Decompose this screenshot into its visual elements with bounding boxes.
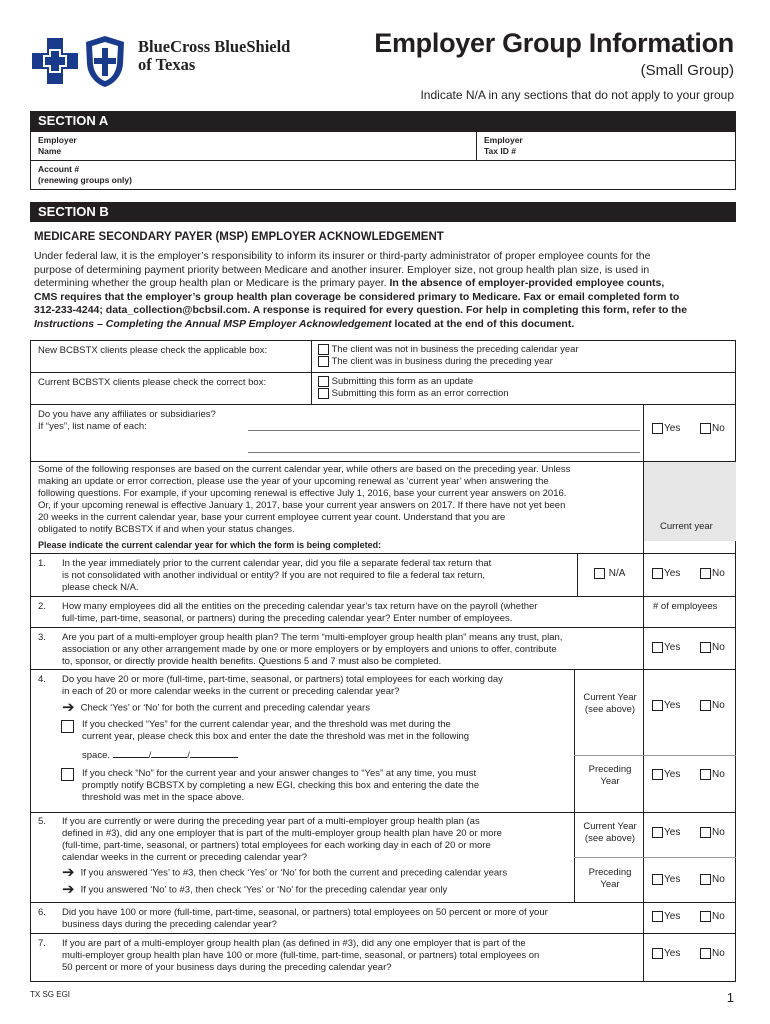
new-clients-options <box>318 344 579 368</box>
label-line: (see above) <box>584 833 636 844</box>
q2-line: How many employees did all the entities on the preceding calendar year’s tax return have on the payroll (whether <box>62 601 538 612</box>
col-line <box>577 553 578 596</box>
question-line: Do you have any affiliates or subsidiaries? <box>38 409 216 420</box>
option-label: The client was not in business the preceding calendar year <box>331 344 579 356</box>
q6-line: Did you have 100 or more (full-time, part-time, seasonal, or partners) total employees on 50 percent or more of your <box>62 907 548 918</box>
yes-label: Yes <box>664 642 681 654</box>
indicate-year-text: Please indicate the current calendar year for which the form is being completed: <box>38 540 382 550</box>
instruction-text: Indicate N/A in any sections that do not apply to your group <box>420 88 734 102</box>
col-line <box>311 340 312 404</box>
row-line <box>30 902 736 903</box>
label-line: Current Year <box>583 692 637 703</box>
instructions-reference: Instructions – Completing the Annual MSP Employer Acknowledgement <box>34 317 392 330</box>
yes-label: Yes <box>664 827 681 839</box>
checkbox[interactable] <box>318 356 329 367</box>
checkbox[interactable] <box>318 344 329 355</box>
q1-line: is not consolidated with another individual or entity? If you are not required to file a federal tax return, <box>62 570 485 581</box>
note-line: obligated to notify BCBSTX if and when your status changes. <box>38 524 295 535</box>
no-label: No <box>712 642 725 654</box>
q4-arrow-instruction <box>62 699 370 716</box>
current-option-error-correction[interactable] <box>318 388 509 400</box>
checkbox[interactable] <box>652 827 663 838</box>
row-line <box>574 857 736 858</box>
date-day[interactable] <box>151 757 187 758</box>
row-line <box>30 933 736 934</box>
note-line: Or, if your upcoming renewal is effective January 1, 2017, base your current year answers on 2017. If there have not yet been <box>38 500 566 511</box>
q5-preceding-yes[interactable] <box>652 874 680 886</box>
checkbox[interactable] <box>318 376 329 387</box>
section-a-heading: SECTION A <box>30 111 736 131</box>
q2-line: full-time, part-time, seasonal, or partners) during the preceding calendar year? Enter number of employees. <box>62 613 513 624</box>
checkbox[interactable] <box>700 769 711 780</box>
employer-name-label-2: Name <box>38 146 62 156</box>
q4-current-no[interactable] <box>700 700 725 712</box>
q1-text <box>62 558 491 594</box>
checkbox[interactable] <box>700 423 711 434</box>
q7-yes[interactable] <box>652 948 680 960</box>
arrow-right-icon: ➔ <box>62 699 75 716</box>
page-title: Employer Group Information <box>374 28 734 58</box>
num-employees-field[interactable]: # of employees <box>653 601 718 612</box>
checkbox[interactable] <box>652 948 663 959</box>
current-year-label: Current year <box>660 521 713 532</box>
row-line <box>30 404 736 405</box>
no-label: No <box>712 827 725 839</box>
checkbox[interactable] <box>700 948 711 959</box>
yes-label: Yes <box>664 911 681 923</box>
q4-py-line: promptly notify BCBSTX by completing a new EGI, checking this box and entering the date the <box>82 780 480 791</box>
space-label: space. <box>82 750 110 761</box>
q1-no[interactable] <box>700 568 725 580</box>
employer-name-field[interactable] <box>38 135 77 157</box>
arrow-right-icon: ➔ <box>62 864 75 881</box>
brand-logo <box>30 26 330 92</box>
q7-number: 7. <box>38 938 46 949</box>
row-line <box>30 627 736 628</box>
current-option-update[interactable] <box>318 376 509 388</box>
divider <box>476 131 477 161</box>
q5-current-yes[interactable] <box>652 827 680 839</box>
no-label: No <box>712 423 725 435</box>
q5-arrow-instruction-1 <box>62 864 508 881</box>
yes-label: Yes <box>664 948 681 960</box>
note-line: following questions. For example, if your upcoming renewal is effective July 1, 2016, base your current year answers on 2016. <box>38 488 567 499</box>
intro-bold: located at the end of this document. <box>391 317 575 330</box>
q5-arrow-instruction-2 <box>62 881 448 898</box>
q4-current-yes[interactable] <box>652 700 680 712</box>
account-field[interactable] <box>38 164 132 186</box>
q5-preceding-no[interactable] <box>700 874 725 886</box>
q7-no[interactable] <box>700 948 725 960</box>
employer-name-label-1: Employer <box>38 135 77 145</box>
q4-preceding-threshold-checkbox[interactable] <box>61 766 74 784</box>
q1-na[interactable] <box>594 568 625 580</box>
q4-cy-line: current year, please check this box and enter the date the threshold was met in the following <box>82 731 470 742</box>
yes-label: Yes <box>664 769 681 781</box>
label-line: Year <box>600 776 620 787</box>
no-label: No <box>712 948 725 960</box>
brand-name-line-1: BlueCross BlueShield <box>138 37 291 56</box>
row-line <box>30 596 736 597</box>
q3-line: to, sponsor, or directly provide health benefits. Questions 5 and 7 must also be completed. <box>62 656 442 667</box>
checkbox[interactable] <box>594 568 605 579</box>
q4-date-field[interactable]: space. / / <box>82 750 238 762</box>
intro-line <box>34 318 738 332</box>
date-year[interactable] <box>190 757 238 758</box>
blueshield-icon <box>84 34 126 88</box>
q7-line: If you are part of a multi-employer group health plan (as defined in #3), did any one employer that is part of the <box>62 938 526 949</box>
q5-line: calendar weeks in the current or preceding calendar year? <box>62 852 308 863</box>
checkbox[interactable] <box>652 642 663 653</box>
tax-id-label-1: Employer <box>484 135 523 145</box>
q5-current-no[interactable] <box>700 827 725 839</box>
q6-text <box>62 907 548 931</box>
q4-py-line: threshold was met in the space above. <box>82 792 245 803</box>
q3-line: association or any other arrangement made by one or more employers or by employers and unions to offer, contribute <box>62 644 557 655</box>
checkbox[interactable] <box>652 700 663 711</box>
account-label-2: (renewing groups only) <box>38 175 132 185</box>
intro-text: determining whether the group health plan or Medicare is the primary payer. <box>34 277 390 289</box>
q3-yes[interactable] <box>652 642 680 654</box>
na-label: N/A <box>608 568 626 580</box>
note-line: Some of the following responses are based on the current calendar year, while others are based on the preceding year. Unless <box>38 464 571 475</box>
arrow-right-icon: ➔ <box>62 881 75 898</box>
label-line: Current Year <box>583 821 637 832</box>
q4-current-threshold-checkbox[interactable] <box>61 718 74 736</box>
affiliates-input-line-1[interactable] <box>248 430 640 431</box>
q4-preceding-year-label <box>576 764 644 788</box>
tax-id-label-2: Tax ID # <box>484 146 516 156</box>
account-label-1: Account # <box>38 164 80 174</box>
yes-label: Yes <box>664 874 681 886</box>
no-label: No <box>712 568 725 580</box>
q6-line: business days during the preceding calendar year? <box>62 919 277 930</box>
checkbox[interactable] <box>700 700 711 711</box>
affiliates-input-line-2[interactable] <box>248 452 640 453</box>
intro-line <box>34 277 738 291</box>
new-option-not-in-business[interactable] <box>318 344 579 356</box>
q4-preceding-threshold-text <box>82 768 479 804</box>
q4-line: Do you have 20 or more (full-time, part-time, seasonal, or partners) total employees for each working day <box>62 674 503 685</box>
new-clients-label: New BCBSTX clients please check the applicable box: <box>38 345 268 356</box>
q4-text <box>62 674 503 698</box>
q7-line: multi-employer group health plan have 100 or more (full-time, part-time, seasonal, or partners) total employees on <box>62 950 540 961</box>
option-label: The client was in business during the preceding year <box>331 356 553 368</box>
checkbox[interactable] <box>61 720 74 733</box>
row-line <box>30 669 736 670</box>
no-label: No <box>712 911 725 923</box>
checkbox[interactable] <box>652 874 663 885</box>
label-line: Year <box>600 879 620 890</box>
label-line: (see above) <box>584 704 636 715</box>
yes-label: Yes <box>664 568 681 580</box>
checkbox[interactable] <box>700 568 711 579</box>
q1-number: 1. <box>38 558 46 569</box>
q4-number: 4. <box>38 674 46 685</box>
brand-name-line-2: of Texas <box>138 55 196 74</box>
affiliates-no[interactable] <box>700 423 725 435</box>
section-b-heading: SECTION B <box>30 202 736 222</box>
q4-cy-line: If you checked “Yes” for the current calendar year, and the threshold was met during the <box>82 719 451 730</box>
q4-preceding-yes[interactable] <box>652 769 680 781</box>
year-note <box>38 464 642 536</box>
q4-current-year-label <box>576 692 644 716</box>
checkbox[interactable] <box>652 769 663 780</box>
date-month[interactable] <box>113 757 149 758</box>
checkbox[interactable] <box>700 874 711 885</box>
q5-line: If you are currently or were during the preceding year part of a multi-employer group health plan (as <box>62 816 480 827</box>
current-clients-options <box>318 376 509 400</box>
q4-preceding-no[interactable] <box>700 769 725 781</box>
q4-py-line: If you check “No” for the current year and your answer changes to “Yes” at any time, you must <box>82 768 477 779</box>
no-label: No <box>712 769 725 781</box>
q1-line: In the year immediately prior to the current calendar year, did you file a separate federal tax return that <box>62 558 492 569</box>
tax-id-field[interactable] <box>484 135 523 157</box>
intro-line: Under federal law, it is the employer’s responsibility to inform its insurer or third-party administrator of proper employee counts for the <box>34 250 651 262</box>
q3-text <box>62 632 562 668</box>
q3-number: 3. <box>38 632 46 643</box>
question-line: If “yes”, list name of each: <box>38 421 147 432</box>
q5-line: defined in #3), did any one employer that is part of the multi-employer group health plan have 20 or more <box>62 828 502 839</box>
q7-text <box>62 938 539 974</box>
page-number: 1 <box>726 990 734 1005</box>
checkbox[interactable] <box>652 911 663 922</box>
account-row <box>30 160 736 190</box>
page-subtitle: (Small Group) <box>640 62 734 79</box>
checkbox[interactable] <box>61 768 74 781</box>
affiliates-yes[interactable] <box>652 423 680 435</box>
q5-number: 5. <box>38 816 46 827</box>
arrow-text: If you answered ‘No’ to #3, then check ‘Yes’ or ‘No’ for the preceding calendar year only <box>80 884 448 896</box>
note-line: making an update or error correction, please use the year of your upcoming renewal as ‘current year’ when answering the <box>38 476 549 487</box>
msp-heading: MEDICARE SECONDARY PAYER (MSP) EMPLOYER ACKNOWLEDGEMENT <box>34 231 444 243</box>
col-line <box>574 669 575 902</box>
intro-bold: In the absence of employer-provided employee counts, <box>389 277 665 289</box>
no-label: No <box>712 700 725 712</box>
checkbox[interactable] <box>700 642 711 653</box>
checkbox[interactable] <box>652 423 663 434</box>
intro-line: CMS requires that the employer’s group health plan coverage be considered primary to Medicare. Fax or email completed form to <box>34 290 680 303</box>
yes-label: Yes <box>664 423 681 435</box>
row-line <box>30 812 736 813</box>
msp-intro <box>34 250 738 331</box>
yes-label: Yes <box>664 700 681 712</box>
q4-current-threshold-text <box>82 719 469 743</box>
intro-line: purpose of determining payment priority between Medicare and another insurer. Employer size, not group health plan size, is used in <box>34 263 650 276</box>
new-option-in-business[interactable] <box>318 356 579 368</box>
row-line <box>30 461 736 462</box>
row-line <box>30 372 736 373</box>
q6-yes[interactable] <box>652 911 680 923</box>
label-line: Preceding <box>588 867 632 878</box>
intro-line: 312-233-4244; data_collection@bcbsil.com. A response is required for every question. For help in completing this form, refer to the <box>34 304 688 316</box>
row-line <box>574 755 736 756</box>
q5-current-year-label <box>576 821 644 845</box>
current-clients-label: Current BCBSTX clients please check the correct box: <box>38 377 267 388</box>
checkbox[interactable] <box>700 911 711 922</box>
q2-text <box>62 601 537 625</box>
q1-yes[interactable] <box>652 568 680 580</box>
q7-line: 50 percent or more of your business days during the preceding calendar year? <box>62 962 392 973</box>
q3-line: Are you part of a multi-employer group health plan? The term “multi-employer group health plan” means any trust, plan, <box>62 632 563 643</box>
q2-number: 2. <box>38 601 46 612</box>
arrow-text: If you answered ‘Yes’ to #3, then check ‘Yes’ or ‘No’ for both the current and preceding calendar years <box>80 867 508 879</box>
form-code: TX SG EGI <box>30 990 71 999</box>
arrow-text: Check ‘Yes’ or ‘No’ for both the current and preceding calendar years <box>80 702 370 714</box>
bluecross-icon <box>30 36 80 86</box>
q6-no[interactable] <box>700 911 725 923</box>
checkbox[interactable] <box>700 827 711 838</box>
option-label: Submitting this form as an update <box>331 376 474 388</box>
no-label: No <box>712 874 725 886</box>
note-line: 20 weeks in the current calendar year, base your current employee current year count. Understand that you are <box>38 512 506 523</box>
q4-line: in each of 20 or more calendar weeks in the current or preceding calendar year? <box>62 686 400 697</box>
checkbox[interactable] <box>652 568 663 579</box>
affiliates-question <box>38 409 216 433</box>
row-line <box>30 553 736 554</box>
q1-line: please check N/A. <box>62 582 139 593</box>
q5-text <box>62 816 502 864</box>
q5-line: (full-time, part-time, seasonal, or partners) total employees for each working day in each of 20 or more <box>62 840 491 851</box>
q5-preceding-year-label <box>576 867 644 891</box>
checkbox[interactable] <box>318 388 329 399</box>
employer-row <box>30 131 736 161</box>
q6-number: 6. <box>38 907 46 918</box>
label-line: Preceding <box>588 764 632 775</box>
option-label: Submitting this form as an error correction <box>331 388 509 400</box>
q3-no[interactable] <box>700 642 725 654</box>
